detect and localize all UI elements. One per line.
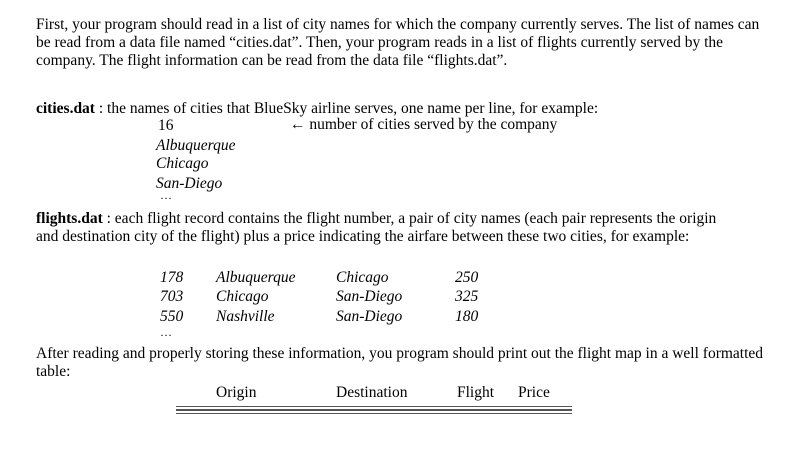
flight-row [0, 269, 802, 289]
cities-ellipsis: … [160, 188, 172, 202]
city-name: Chicago [156, 155, 209, 172]
after-paragraph: After reading and properly storing these information, you program should print out the flight map in a well formatted table: [36, 345, 764, 380]
flight-destination: San-Diego [336, 288, 403, 305]
flights-description [36, 210, 736, 246]
header-price: Price [518, 384, 550, 401]
intro-paragraph: First, your program should read in a list of city names for which the company currently serves. The list of names can be read from a data file named “cities.dat”. Then, your program reads in a list of flights currently served by the company. The flight information can be read from the data file “flights.dat”. [36, 16, 760, 69]
flight-origin: Nashville [216, 308, 275, 325]
city-name: San-Diego [156, 175, 223, 192]
flight-destination: San-Diego [336, 308, 403, 325]
flight-row [0, 288, 802, 308]
flight-origin: Chicago [216, 288, 269, 305]
flight-number: 550 [160, 308, 184, 325]
flight-number: 178 [160, 269, 184, 286]
header-flight: Flight [457, 384, 495, 401]
flight-row [0, 308, 802, 328]
header-destination: Destination [336, 384, 408, 401]
cities-desc-text: : the names of cities that BlueSky airline serves, one name per line, for example: [94, 100, 599, 117]
flights-file-label: flights.dat [36, 210, 103, 227]
flight-origin: Albuquerque [216, 269, 296, 286]
city-name: Albuquerque [156, 137, 236, 154]
flight-price: 325 [455, 288, 479, 305]
flight-destination: Chicago [336, 269, 389, 286]
flight-price: 180 [455, 308, 479, 325]
flight-number: 703 [160, 288, 184, 305]
flights-desc-text: : each flight record contains the flight number, a pair of city names (each pair represents the origin and destination city of the flight) plus a price indicating the airfare between these two cities, for example: [36, 210, 717, 245]
flights-ellipsis: … [160, 325, 172, 339]
flight-price: 250 [455, 269, 479, 286]
cities-count: 16 [158, 117, 174, 134]
header-origin: Origin [216, 384, 257, 401]
cities-count-note: ← number of cities served by the company [290, 116, 558, 133]
cities-file-label: cities.dat [36, 100, 95, 117]
table-rule [176, 410, 572, 414]
